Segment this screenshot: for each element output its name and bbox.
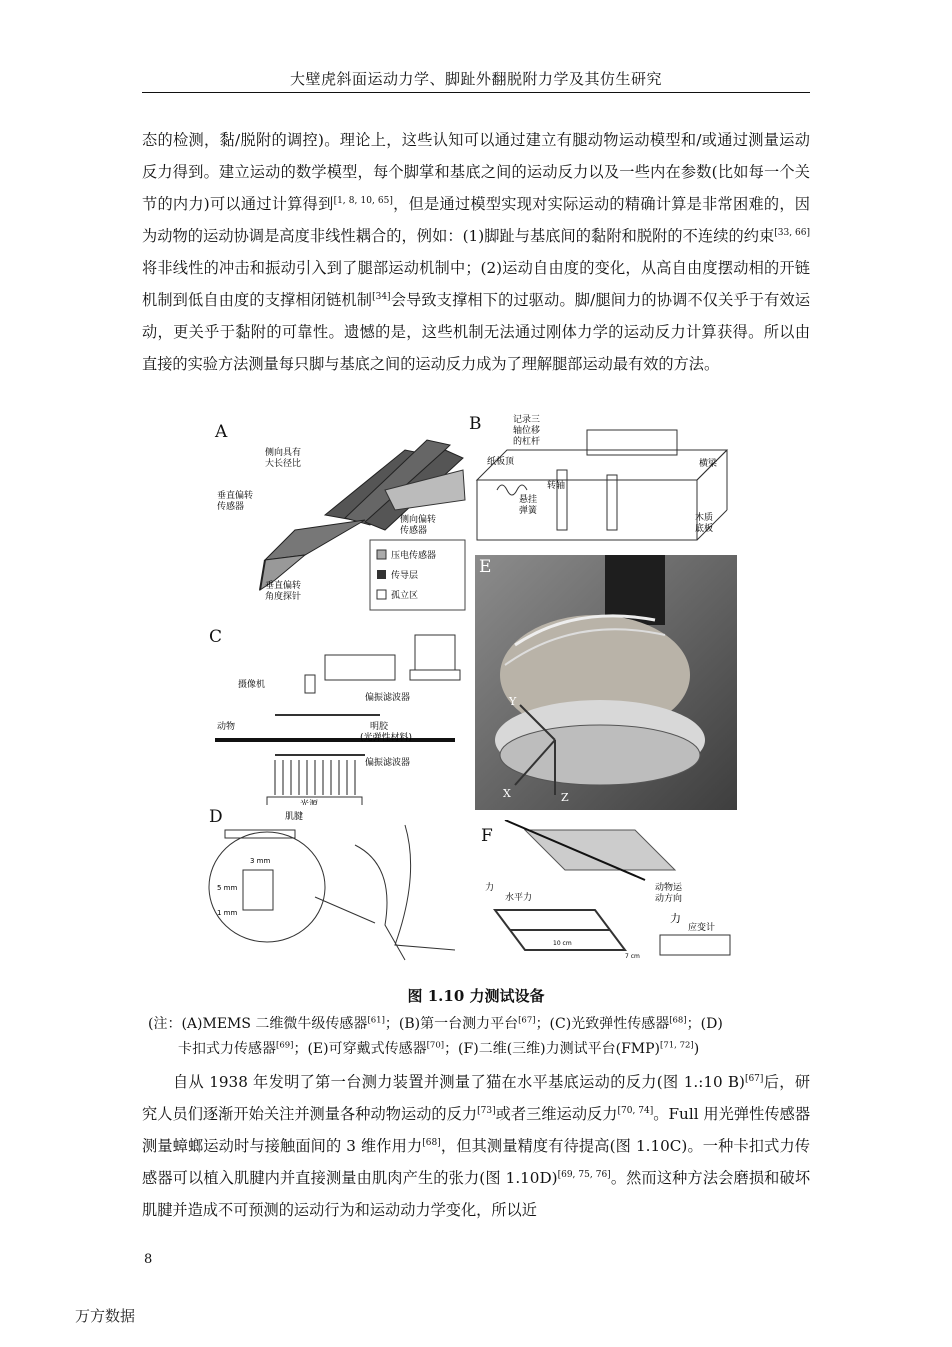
- citation: [61]: [367, 1015, 385, 1026]
- text-run: 。Full 用光弹性传感器测量蟑螂运动时与接触面间的 3 维作用力: [142, 1105, 811, 1155]
- text-run: 或者三维运动反力: [495, 1105, 618, 1123]
- figure-1-10: [205, 410, 745, 970]
- citation: [1, 8, 10, 65]: [333, 195, 393, 206]
- label-f-dim2: 7 cm: [625, 953, 640, 960]
- note-line-2: [148, 1037, 813, 1062]
- photoelastic-diagram: [205, 625, 467, 810]
- text-run: 。然而这种方法会磨损和破坏肌腱并造成不可预测的运动行为和运动动力学变化，所以近: [142, 1169, 811, 1219]
- panel-a-label: A: [215, 422, 228, 442]
- wearable-sensor-photo: [475, 555, 737, 810]
- citation: [70]: [426, 1040, 445, 1051]
- text-run: ；(D): [686, 1016, 723, 1032]
- text-run: (注：(A)MEMS 二维微牛级传感器: [148, 1016, 368, 1032]
- citation: [33, 66]: [774, 227, 810, 238]
- label-hforce: 水平力: [505, 893, 533, 903]
- body-paragraph-1: [142, 124, 810, 380]
- header-rule: [142, 92, 810, 93]
- label-dim1: 3 mm: [250, 857, 271, 865]
- label-lever-3: 的杠杆: [513, 437, 541, 447]
- label-camera: 摄像机: [238, 680, 266, 690]
- label-gel-2: (光弹性材料): [360, 733, 413, 743]
- label-gauge: 应变计: [688, 923, 716, 933]
- label-top: 纸板顶: [487, 457, 515, 467]
- axis-z-label: Z: [561, 791, 569, 804]
- text-run: ；(B)第一台测力平台: [384, 1016, 519, 1032]
- label-base: 木质: [695, 513, 714, 523]
- citation: [71, 72]: [660, 1040, 694, 1051]
- axis-y-label: Y: [509, 695, 517, 708]
- label-lever-2: 轴位移: [513, 426, 541, 436]
- citation: [67]: [744, 1073, 764, 1084]
- text-run: ；(E)可穿戴式传感器: [293, 1041, 427, 1057]
- label-direction-2: 动方向: [655, 894, 683, 904]
- text-run: 会导致支撑相下的过驱动。脚/腿间力的协调不仅关乎于有效运动，更关乎于黏附的可靠性。遗憾的是，这些机制无法通过刚体力学的运动反力计算获得。所以由直接的实验方法测量每只脚与基底之间的运动反力成为了理解腿部运动最有效的方法。: [142, 291, 811, 373]
- label-probe-2: 角度探针: [265, 592, 302, 602]
- label-gel: 明胶: [370, 722, 389, 732]
- watermark-text: 万方数据: [75, 1307, 136, 1325]
- text-run: 自从 1938 年发明了第一台测力装置并测量了猫在水平基底运动的反力(图 1.:10 B): [173, 1073, 745, 1091]
- label-beam: 横梁: [699, 459, 718, 469]
- label-direction: 动物运: [655, 883, 683, 893]
- panel-c: [205, 625, 467, 810]
- citation: [69, 75, 76]: [557, 1169, 611, 1180]
- force-platform-diagram: [467, 410, 737, 550]
- body-paragraph-2: [142, 1066, 810, 1226]
- citation: [67]: [518, 1015, 536, 1026]
- label-spring-2: 弹簧: [519, 506, 538, 516]
- label-animal: 动物: [217, 722, 236, 732]
- label-lsensor-2: 传感器: [400, 526, 428, 536]
- text-run: ，但其测量精度有待提高(图 1.10C)。一种卡扣式力传感器可以植入肌腱内并直接测量由肌肉产生的张力(图 1.10D): [142, 1137, 810, 1187]
- mems-sensor-diagram: [205, 410, 467, 615]
- fmp-diagram: [475, 820, 745, 970]
- text-run: 卡扣式力传感器: [178, 1041, 276, 1057]
- label-spring: 悬挂: [519, 495, 538, 505]
- panel-d-label: D: [209, 807, 223, 827]
- panel-b: [467, 410, 737, 550]
- label-f-dim1: 10 cm: [553, 940, 572, 947]
- text-run: 后，研究人员们逐渐开始关注并测量各种动物运动的反力: [142, 1073, 811, 1123]
- label-dim2: 5 mm: [217, 884, 238, 892]
- label-dim3: 1 mm: [217, 909, 238, 917]
- legend-conductive: 传导层: [391, 571, 419, 581]
- label-lsensor: 侧向偏转: [400, 515, 437, 525]
- panel-d: [205, 805, 467, 965]
- citation: [34]: [372, 291, 391, 302]
- label-base-2: 底板: [695, 524, 714, 534]
- citation: [68]: [422, 1137, 441, 1148]
- panel-c-label: C: [209, 627, 223, 647]
- panel-a: [205, 410, 467, 615]
- label-lateral: 侧向具有: [265, 448, 302, 458]
- axis-x-label: X: [503, 787, 511, 800]
- citation: [69]: [276, 1040, 294, 1051]
- text-run: ；(C)光致弹性传感器: [535, 1016, 670, 1032]
- page-number: 8: [144, 1252, 153, 1267]
- label-filter2: 偏振滤波器: [365, 758, 411, 768]
- label-force: 力: [485, 883, 495, 893]
- label-vsensor-2: 传感器: [217, 502, 245, 512]
- text-run: ): [693, 1041, 700, 1057]
- running-header: 大壁虎斜面运动力学、脚趾外翻脱附力学及其仿生研究: [289, 70, 662, 88]
- label-filter1: 偏振滤波器: [365, 693, 411, 703]
- panel-f-label: F: [481, 826, 493, 846]
- text-run: 将非线性的冲击和振动引入到了腿部运动机制中；(2)运动自由度的变化，从高自由度摆动相的开链机制到低自由度的支撑相闭链机制: [142, 259, 810, 309]
- buckle-sensor-diagram: [205, 805, 467, 965]
- label-tendon: 肌腱: [285, 812, 304, 822]
- text-run: ；(F)二维(三维)力测试平台(FMP): [444, 1041, 661, 1057]
- figure-caption: 图 1.10 力测试设备: [407, 987, 545, 1005]
- panel-b-label: B: [469, 414, 482, 434]
- citation: [73]: [477, 1105, 496, 1116]
- legend-piezo: 压电传感器: [391, 551, 437, 561]
- label-lever: 记录三: [513, 415, 541, 425]
- citation: [68]: [669, 1015, 687, 1026]
- citation: [70, 74]: [617, 1105, 654, 1116]
- label-lateral-2: 大长径比: [265, 459, 302, 469]
- text-run: ，但是通过模型实现对实际运动的精确计算是非常困难的，因为动物的运动协调是高度非线性耦合的，例如：(1)脚趾与基底间的黏附和脱附的不连续的约束: [142, 195, 810, 245]
- panel-e-label: E: [479, 557, 492, 577]
- label-axis: 转轴: [547, 481, 566, 491]
- legend-isolation: 孤立区: [391, 591, 419, 601]
- panel-e: [475, 555, 737, 810]
- panel-f: [475, 820, 745, 970]
- text-run: 态的检测，黏/脱附的调控)。理论上，这些认知可以通过建立有腿动物运动模型和/或通过测量运动反力得到。建立运动的数学模型，每个脚掌和基底之间的运动反力以及一些内在参数(比如每一个关节的内力)可以通过计算得到: [142, 131, 810, 213]
- label-probe: 垂直偏转: [265, 581, 302, 591]
- label-force2: 力: [670, 912, 681, 925]
- figure-note: [148, 1012, 813, 1062]
- label-vsensor: 垂直偏转: [217, 491, 254, 501]
